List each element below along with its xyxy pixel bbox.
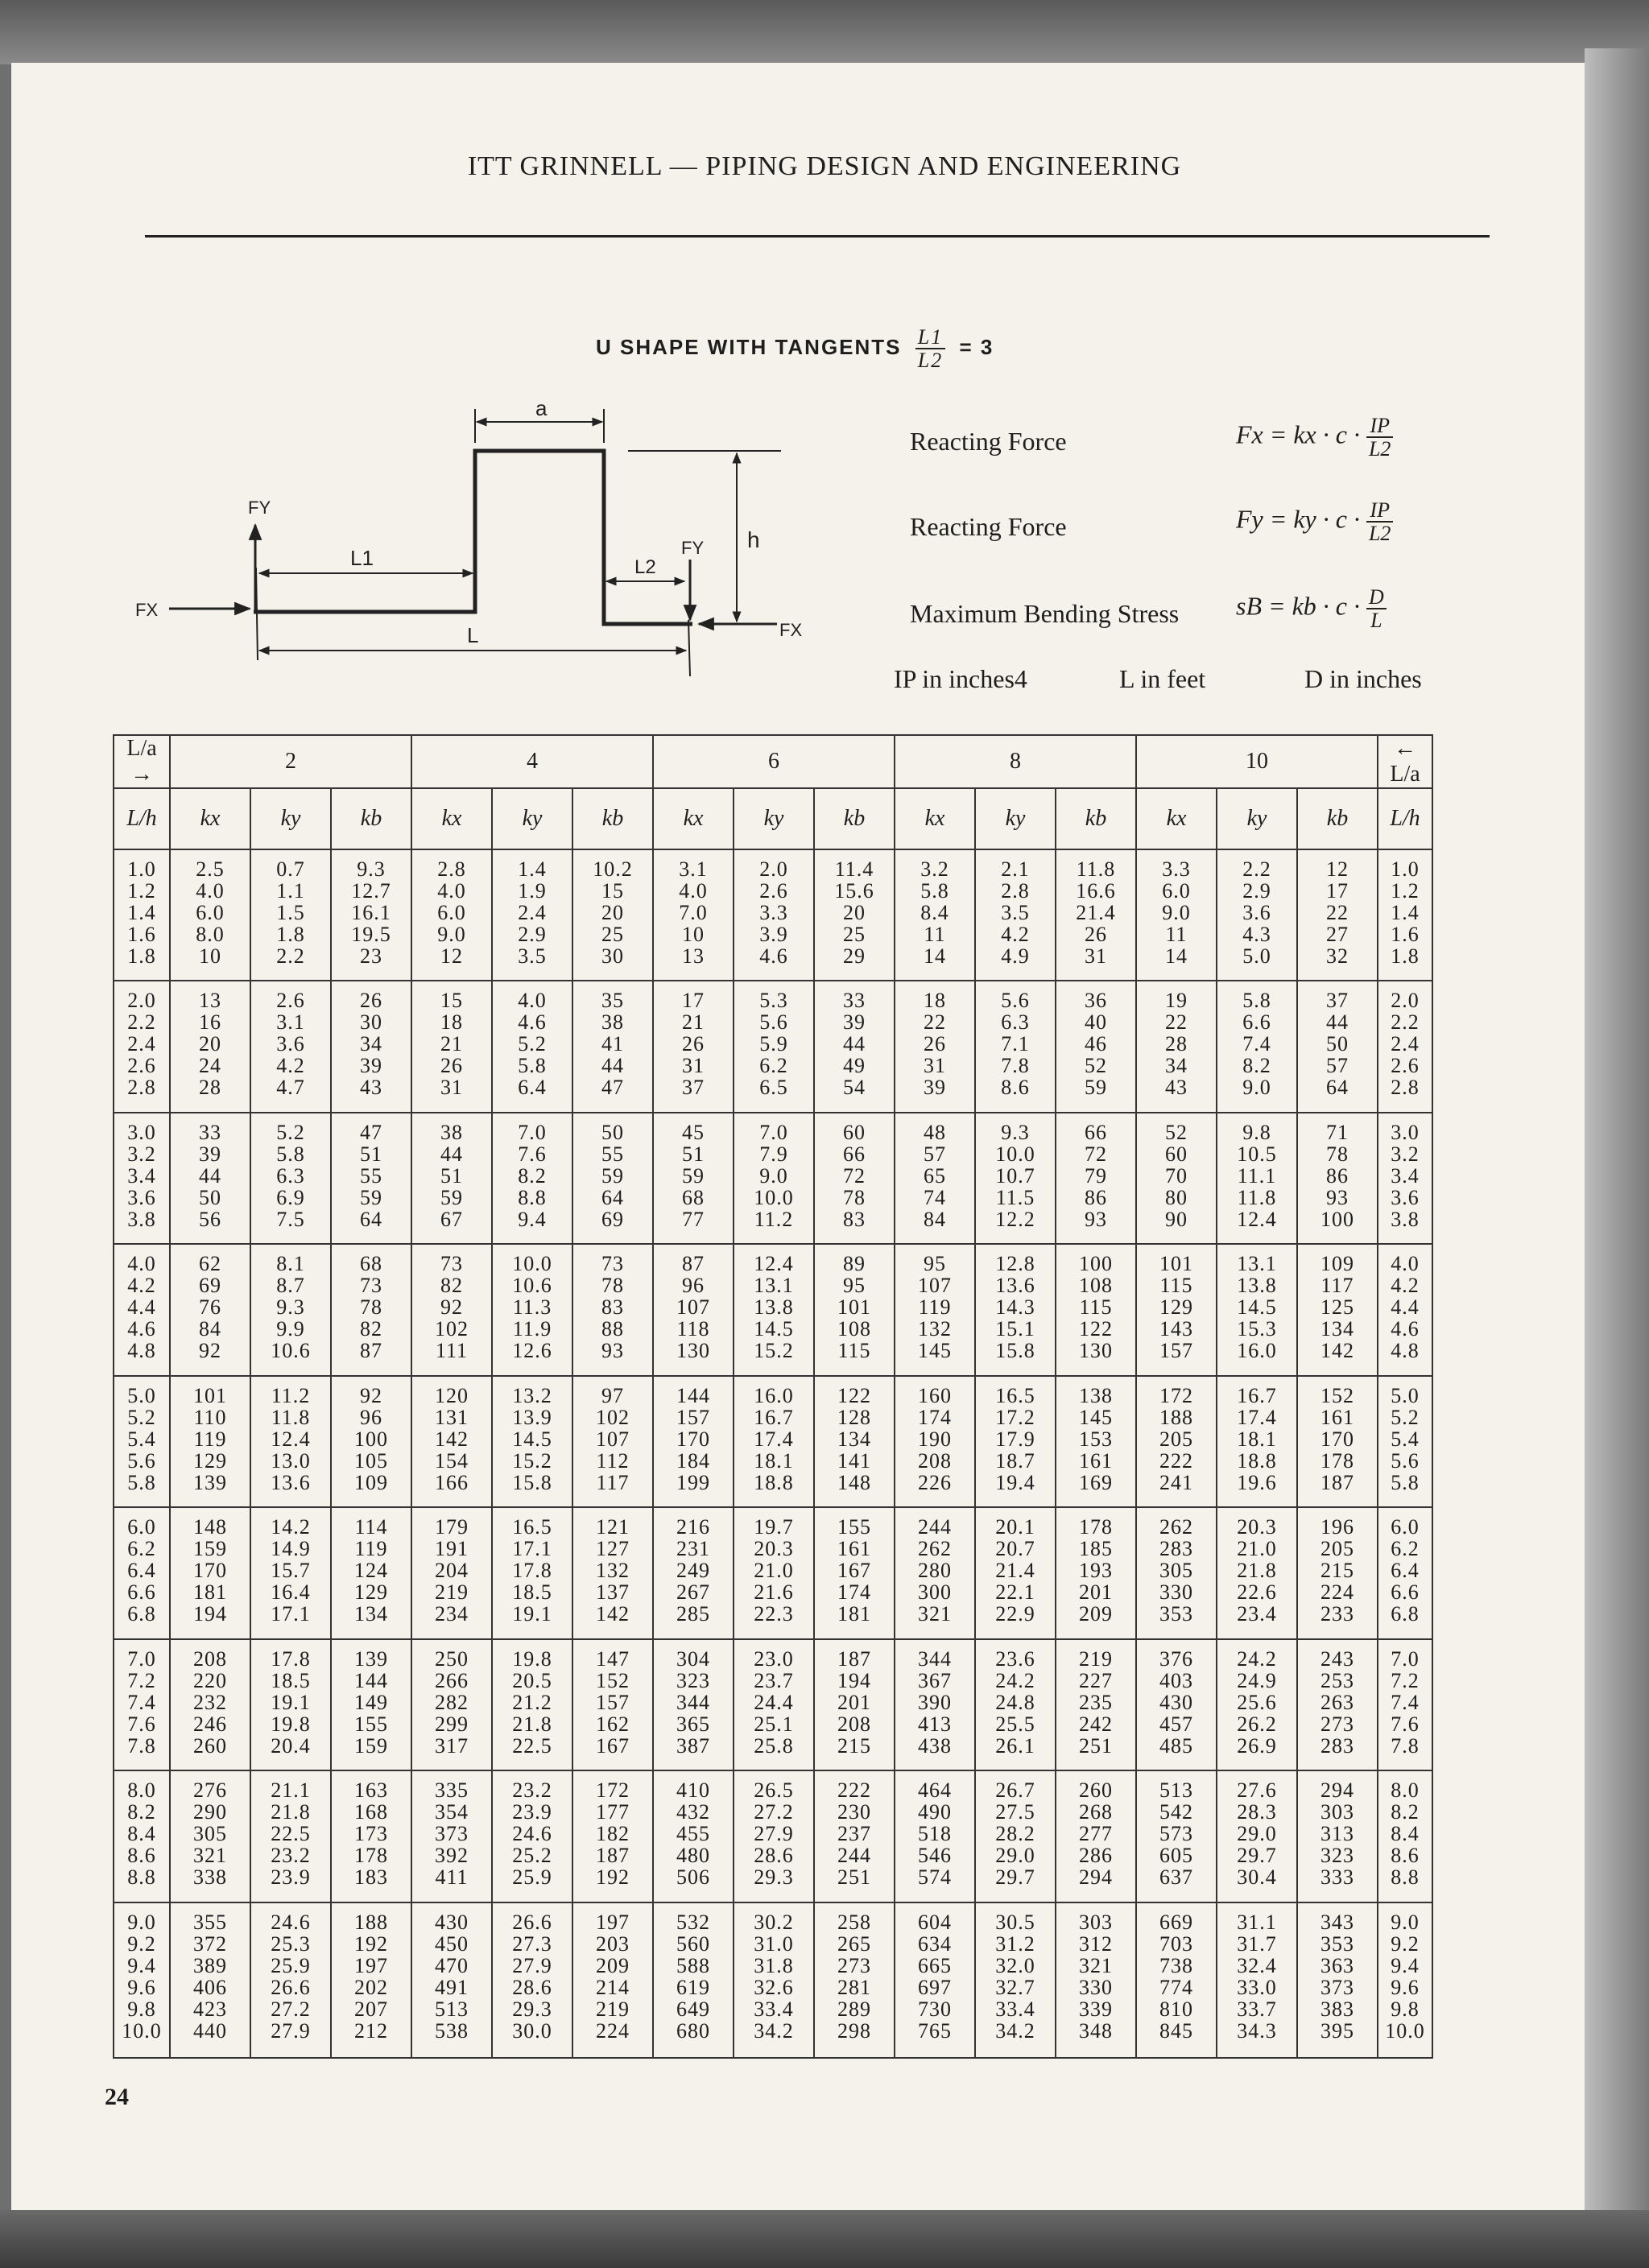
subhead-kx: kx [653,788,734,849]
value-cell: 15 18 21 26 31 [411,981,492,1112]
value-cell: 2.1 2.8 3.5 4.2 4.9 [975,849,1056,981]
ratio-numerator: L1 [915,326,945,349]
label-h: h [747,527,760,552]
value-cell: 37 44 50 57 64 [1297,981,1378,1112]
value-cell: 95 107 119 132 145 [895,1244,975,1375]
row-label-cell: 8.0 8.2 8.4 8.6 8.8 [114,1770,170,1902]
value-cell: 101 110 119 129 139 [170,1376,250,1507]
value-cell: 10.0 10.6 11.3 11.9 12.6 [492,1244,572,1375]
value-cell: 0.7 1.1 1.5 1.8 2.2 [250,849,331,981]
subhead-kx: kx [895,788,975,849]
ratio-denominator: L2 [917,349,944,373]
row-label-cell: 7.0 7.2 7.4 7.6 7.8 [1378,1639,1432,1770]
table-row [114,981,1432,1112]
value-cell: 144 157 170 184 199 [653,1376,734,1507]
value-cell: 20.3 21.0 21.8 22.6 23.4 [1217,1507,1297,1638]
table-row [114,1507,1432,1638]
value-cell: 410 432 455 480 506 [653,1770,734,1902]
value-cell: 50 55 59 64 69 [572,1113,653,1244]
value-cell: 147 152 157 162 167 [572,1639,653,1770]
label-l1: L1 [350,546,374,570]
value-cell: 120 131 142 154 166 [411,1376,492,1507]
value-cell: 2.2 2.9 3.6 4.3 5.0 [1217,849,1297,981]
row-label-cell: 4.0 4.2 4.4 4.6 4.8 [1378,1244,1432,1375]
section-title [596,326,994,372]
group-header-6: 6 [653,735,895,788]
table-row [114,1770,1432,1902]
ratio-equals: = 3 [959,335,994,360]
value-cell: 24.6 25.3 25.9 26.6 27.2 27.9 [250,1902,331,2059]
value-cell: 17 21 26 31 37 [653,981,734,1112]
value-cell: 48 57 65 74 84 [895,1113,975,1244]
running-header: ITT GRINNELL — PIPING DESIGN AND ENGINEERING [467,151,1182,181]
value-cell: 27.6 28.3 29.0 29.7 30.4 [1217,1770,1297,1902]
scan-top-edge [0,0,1649,64]
value-cell: 18 22 26 31 39 [895,981,975,1112]
value-cell: 513 542 573 605 637 [1136,1770,1217,1902]
label-fy-left: FY [248,498,271,518]
value-cell: 11.4 15.6 20 25 29 [814,849,895,981]
value-cell: 33 39 44 49 54 [814,981,895,1112]
value-cell: 73 78 83 88 93 [572,1244,653,1375]
group-header-4: 4 [411,735,653,788]
value-cell: 100 108 115 122 130 [1056,1244,1136,1375]
header-rule [145,235,1490,238]
group-header-8: 8 [895,735,1136,788]
value-cell: 5.3 5.6 5.9 6.2 6.5 [734,981,814,1112]
value-cell: 47 51 55 59 64 [331,1113,411,1244]
subhead-ky: ky [1217,788,1297,849]
unit-d: D in inches [1304,664,1422,693]
value-cell: 258 265 273 281 289 298 [814,1902,895,2059]
subhead-kb: kb [814,788,895,849]
value-cell: 4.0 4.6 5.2 5.8 6.4 [492,981,572,1112]
value-cell: 23.6 24.2 24.8 25.5 26.1 [975,1639,1056,1770]
value-cell: 52 60 70 80 90 [1136,1113,1217,1244]
subhead-ky: ky [734,788,814,849]
value-cell: 1.4 1.9 2.4 2.9 3.5 [492,849,572,981]
value-cell: 178 185 193 201 209 [1056,1507,1136,1638]
pipe-u-shape [254,451,692,624]
value-cell: 5.8 6.6 7.4 8.2 9.0 [1217,981,1297,1112]
value-cell: 355 372 389 406 423 440 [170,1902,250,2059]
value-cell: 13.2 13.9 14.5 15.2 15.8 [492,1376,572,1507]
value-cell: 17.8 18.5 19.1 19.8 20.4 [250,1639,331,1770]
value-cell: 9.3 12.7 16.1 19.5 23 [331,849,411,981]
value-cell: 12 17 22 27 32 [1297,849,1378,981]
coefficient-table [113,734,1433,2059]
row-label-cell: 9.0 9.2 9.4 9.6 9.8 10.0 [1378,1902,1432,2059]
value-cell: 148 159 170 181 194 [170,1507,250,1638]
formula-label-fy: Reacting Force [910,512,1067,541]
value-cell: 24.2 24.9 25.6 26.2 26.9 [1217,1639,1297,1770]
value-cell: 172 177 182 187 192 [572,1770,653,1902]
table-body [114,849,1432,2058]
value-cell: 97 102 107 112 117 [572,1376,653,1507]
corner-right-l-over-h: L/h [1378,788,1432,849]
value-cell: 139 144 149 155 159 [331,1639,411,1770]
value-cell: 163 168 173 178 183 [331,1770,411,1902]
value-cell: 33 39 44 50 56 [170,1113,250,1244]
value-cell: 222 230 237 244 251 [814,1770,895,1902]
label-fx-right: FX [779,620,803,640]
value-cell: 304 323 344 365 387 [653,1639,734,1770]
row-label-cell: 1.0 1.2 1.4 1.6 1.8 [1378,849,1432,981]
label-fy-right: FY [681,538,705,558]
label-fx-left: FX [135,600,159,620]
value-cell: 23.0 23.7 24.4 25.1 25.8 [734,1639,814,1770]
subhead-kb: kb [331,788,411,849]
value-cell: 669 703 738 774 810 845 [1136,1902,1217,2059]
row-label-cell: 3.0 3.2 3.4 3.6 3.8 [1378,1113,1432,1244]
formula-fy-den: L2 [1368,522,1391,546]
value-cell: 2.8 4.0 6.0 9.0 12 [411,849,492,981]
scan-right-edge [1585,48,1649,2222]
unit-l: L in feet [1119,664,1206,693]
value-cell: 31.1 31.7 32.4 33.0 33.7 34.3 [1217,1902,1297,2059]
subhead-kb: kb [1056,788,1136,849]
value-cell: 11.8 16.6 21.4 26 31 [1056,849,1136,981]
value-cell: 26.6 27.3 27.9 28.6 29.3 30.0 [492,1902,572,2059]
table-row [114,849,1432,981]
formula-fy-frac [1366,499,1393,545]
value-cell: 35 38 41 44 47 [572,981,653,1112]
row-label-cell: 5.0 5.2 5.4 5.6 5.8 [1378,1376,1432,1507]
value-cell: 13 16 20 24 28 [170,981,250,1112]
value-cell: 179 191 204 219 234 [411,1507,492,1638]
value-cell: 532 560 588 619 649 680 [653,1902,734,2059]
value-cell: 19 22 28 34 43 [1136,981,1217,1112]
value-cell: 38 44 51 59 67 [411,1113,492,1244]
value-cell: 26.5 27.2 27.9 28.6 29.3 [734,1770,814,1902]
value-cell: 243 253 263 273 283 [1297,1639,1378,1770]
table-row [114,1376,1432,1507]
row-label-cell: 9.0 9.2 9.4 9.6 9.8 10.0 [114,1902,170,2059]
row-label-cell: 6.0 6.2 6.4 6.6 6.8 [1378,1507,1432,1638]
row-label-cell: 8.0 8.2 8.4 8.6 8.8 [1378,1770,1432,1902]
value-cell: 122 128 134 141 148 [814,1376,895,1507]
value-cell: 89 95 101 108 115 [814,1244,895,1375]
value-cell: 262 283 305 330 353 [1136,1507,1217,1638]
value-cell: 9.8 10.5 11.1 11.8 12.4 [1217,1113,1297,1244]
value-cell: 5.6 6.3 7.1 7.8 8.6 [975,981,1056,1112]
formula-fx-lhs: Fx = kx · c · [1236,419,1360,449]
value-cell: 19.7 20.3 21.0 21.6 22.3 [734,1507,814,1638]
group-header-10: 10 [1136,735,1378,788]
corner-right-l-over-a: ← L/a [1378,735,1432,788]
value-cell: 3.1 4.0 7.0 10 13 [653,849,734,981]
value-cell: 121 127 132 137 142 [572,1507,653,1638]
subhead-ky: ky [250,788,331,849]
value-cell: 219 227 235 242 251 [1056,1639,1136,1770]
value-cell: 10.2 15 20 25 30 [572,849,653,981]
value-cell: 21.1 21.8 22.5 23.2 23.9 [250,1770,331,1902]
formula-sb [1236,586,1393,632]
value-cell: 250 266 282 299 317 [411,1639,492,1770]
value-cell: 16.5 17.2 17.9 18.7 19.4 [975,1376,1056,1507]
value-cell: 276 290 305 321 338 [170,1770,250,1902]
value-cell: 464 490 518 546 574 [895,1770,975,1902]
value-cell: 2.6 3.1 3.6 4.2 4.7 [250,981,331,1112]
value-cell: 16.7 17.4 18.1 18.8 19.6 [1217,1376,1297,1507]
value-cell: 160 174 190 208 226 [895,1376,975,1507]
formula-sb-den: L [1370,609,1382,633]
subhead-kx: kx [411,788,492,849]
value-cell: 73 82 92 102 111 [411,1244,492,1375]
value-cell: 344 367 390 413 438 [895,1639,975,1770]
value-cell: 3.2 5.8 8.4 11 14 [895,849,975,981]
value-cell: 12.4 13.1 13.8 14.5 15.2 [734,1244,814,1375]
value-cell: 66 72 79 86 93 [1056,1113,1136,1244]
formula-fy [1236,499,1399,545]
row-label-cell: 2.0 2.2 2.4 2.6 2.8 [114,981,170,1112]
label-a: a [535,396,548,420]
scan-bottom-edge [0,2210,1649,2268]
value-cell: 376 403 430 457 485 [1136,1639,1217,1770]
formula-fx-num: IP [1366,415,1393,438]
formula-fy-lhs: Fy = ky · c · [1236,504,1360,534]
subhead-ky: ky [492,788,572,849]
subhead-kx: kx [170,788,250,849]
value-cell: 9.3 10.0 10.7 11.5 12.2 [975,1113,1056,1244]
value-cell: 16.5 17.1 17.8 18.5 19.1 [492,1507,572,1638]
row-label-cell: 7.0 7.2 7.4 7.6 7.8 [114,1639,170,1770]
value-cell: 335 354 373 392 411 [411,1770,492,1902]
table-row [114,1113,1432,1244]
value-cell: 62 69 76 84 92 [170,1244,250,1375]
table-row [114,1639,1432,1770]
formula-sb-num: D [1366,586,1387,609]
tangent-ratio [915,326,945,372]
formula-fx-frac [1366,415,1393,461]
value-cell: 60 66 72 78 83 [814,1113,895,1244]
value-cell: 8.1 8.7 9.3 9.9 10.6 [250,1244,331,1375]
row-label-cell: 1.0 1.2 1.4 1.6 1.8 [114,849,170,981]
value-cell: 7.0 7.6 8.2 8.8 9.4 [492,1113,572,1244]
value-cell: 294 303 313 323 333 [1297,1770,1378,1902]
value-cell: 19.8 20.5 21.2 21.8 22.5 [492,1639,572,1770]
group-header-2: 2 [170,735,411,788]
value-cell: 138 145 153 161 169 [1056,1376,1136,1507]
value-cell: 11.2 11.8 12.4 13.0 13.6 [250,1376,331,1507]
corner-l-over-a: L/a → [114,735,170,788]
row-label-cell: 2.0 2.2 2.4 2.6 2.8 [1378,981,1432,1112]
value-cell: 208 220 232 246 260 [170,1639,250,1770]
value-cell: 14.2 14.9 15.7 16.4 17.1 [250,1507,331,1638]
value-cell: 13.1 13.8 14.5 15.3 16.0 [1217,1244,1297,1375]
table-row [114,1244,1432,1375]
subhead-kb: kb [1297,788,1378,849]
corner-l-over-h: L/h [114,788,170,849]
value-cell: 26.7 27.5 28.2 29.0 29.7 [975,1770,1056,1902]
value-cell: 2.0 2.6 3.3 3.9 4.6 [734,849,814,981]
value-cell: 45 51 59 68 77 [653,1113,734,1244]
value-cell: 5.2 5.8 6.3 6.9 7.5 [250,1113,331,1244]
label-l: L [467,623,479,647]
value-cell: 71 78 86 93 100 [1297,1113,1378,1244]
value-cell: 12.8 13.6 14.3 15.1 15.8 [975,1244,1056,1375]
value-cell: 36 40 46 52 59 [1056,981,1136,1112]
value-cell: 7.0 7.9 9.0 10.0 11.2 [734,1113,814,1244]
label-l2: L2 [634,556,656,578]
formula-fx-den: L2 [1368,437,1391,461]
row-label-cell: 6.0 6.2 6.4 6.6 6.8 [114,1507,170,1638]
value-cell: 343 353 363 373 383 395 [1297,1902,1378,2059]
page-number: 24 [105,2084,129,2110]
formula-fy-num: IP [1366,499,1393,523]
row-label-cell: 5.0 5.2 5.4 5.6 5.8 [114,1376,170,1507]
value-cell: 16.0 16.7 17.4 18.1 18.8 [734,1376,814,1507]
value-cell: 172 188 205 222 241 [1136,1376,1217,1507]
value-cell: 152 161 170 178 187 [1297,1376,1378,1507]
value-cell: 114 119 124 129 134 [331,1507,411,1638]
formula-sb-lhs: sB = kb · c · [1236,591,1360,621]
table-row [114,1902,1432,2059]
formula-label-fx: Reacting Force [910,427,1067,456]
formula-sb-frac [1366,586,1387,632]
subhead-kb: kb [572,788,653,849]
value-cell: 430 450 470 491 513 538 [411,1902,492,2059]
value-cell: 196 205 215 224 233 [1297,1507,1378,1638]
value-cell: 260 268 277 286 294 [1056,1770,1136,1902]
subhead-ky: ky [975,788,1056,849]
value-cell: 155 161 167 174 181 [814,1507,895,1638]
value-cell: 244 262 280 300 321 [895,1507,975,1638]
formula-fx [1236,415,1399,461]
value-cell: 92 96 100 105 109 [331,1376,411,1507]
value-cell: 30.2 31.0 31.8 32.6 33.4 34.2 [734,1902,814,2059]
value-cell: 187 194 201 208 215 [814,1639,895,1770]
value-cell: 26 30 34 39 43 [331,981,411,1112]
row-label-cell: 3.0 3.2 3.4 3.6 3.8 [114,1113,170,1244]
value-cell: 188 192 197 202 207 212 [331,1902,411,2059]
value-cell: 87 96 107 118 130 [653,1244,734,1375]
unit-ip: IP in inches4 [894,664,1027,693]
value-cell: 23.2 23.9 24.6 25.2 25.9 [492,1770,572,1902]
value-cell: 3.3 6.0 9.0 11 14 [1136,849,1217,981]
value-cell: 30.5 31.2 32.0 32.7 33.4 34.2 [975,1902,1056,2059]
value-cell: 101 115 129 143 157 [1136,1244,1217,1375]
subhead-kx: kx [1136,788,1217,849]
value-cell: 2.5 4.0 6.0 8.0 10 [170,849,250,981]
value-cell: 68 73 78 82 87 [331,1244,411,1375]
row-label-cell: 4.0 4.2 4.4 4.6 4.8 [114,1244,170,1375]
value-cell: 109 117 125 134 142 [1297,1244,1378,1375]
value-cell: 303 312 321 330 339 348 [1056,1902,1136,2059]
formula-label-sb: Maximum Bending Stress [910,599,1180,628]
section-title-text: U SHAPE WITH TANGENTS [596,335,902,360]
u-shape-diagram [129,395,837,692]
value-cell: 216 231 249 267 285 [653,1507,734,1638]
value-cell: 197 203 209 214 219 224 [572,1902,653,2059]
value-cell: 20.1 20.7 21.4 22.1 22.9 [975,1507,1056,1638]
value-cell: 604 634 665 697 730 765 [895,1902,975,2059]
